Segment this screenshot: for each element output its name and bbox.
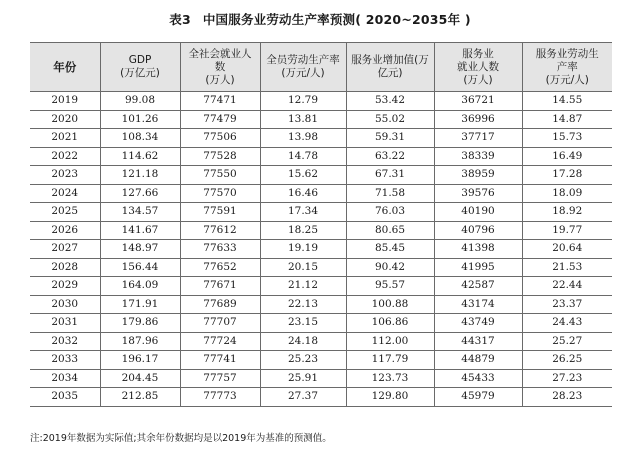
year-cell: 2034: [30, 369, 100, 388]
value-cell: 21.12: [260, 277, 346, 296]
value-cell: 22.44: [522, 277, 612, 296]
value-cell: 41398: [434, 240, 522, 259]
value-cell: 112.00: [346, 332, 434, 351]
value-cell: 90.42: [346, 258, 434, 277]
year-cell: 2031: [30, 314, 100, 333]
value-cell: 117.79: [346, 351, 434, 370]
value-cell: 14.78: [260, 147, 346, 166]
table-number: 表3: [169, 12, 191, 27]
header-line: (万亿元): [120, 67, 160, 79]
value-cell: 196.17: [100, 351, 180, 370]
value-cell: 148.97: [100, 240, 180, 259]
value-cell: 179.86: [100, 314, 180, 333]
value-cell: 85.45: [346, 240, 434, 259]
table-row: [30, 332, 612, 351]
value-cell: 76.03: [346, 203, 434, 222]
value-cell: 27.37: [260, 388, 346, 407]
value-cell: 43749: [434, 314, 522, 333]
value-cell: 20.64: [522, 240, 612, 259]
table-title-text: 中国服务业劳动生产率预测( 2020~2035年 ): [202, 12, 471, 27]
value-cell: 187.96: [100, 332, 180, 351]
value-cell: 100.88: [346, 295, 434, 314]
year-cell: 2022: [30, 147, 100, 166]
value-cell: 22.13: [260, 295, 346, 314]
column-header-total-employment: [180, 43, 260, 92]
value-cell: 77724: [180, 332, 260, 351]
value-cell: 101.26: [100, 110, 180, 129]
value-cell: 36996: [434, 110, 522, 129]
year-cell: 2027: [30, 240, 100, 259]
value-cell: 77570: [180, 184, 260, 203]
value-cell: 19.19: [260, 240, 346, 259]
value-cell: 37717: [434, 129, 522, 148]
value-cell: 23.15: [260, 314, 346, 333]
value-cell: 21.53: [522, 258, 612, 277]
value-cell: 80.65: [346, 221, 434, 240]
table-row: [30, 295, 612, 314]
value-cell: 63.22: [346, 147, 434, 166]
header-line: (万元/人): [281, 67, 325, 79]
value-cell: 67.31: [346, 166, 434, 185]
header-line: (万人): [205, 73, 235, 86]
value-cell: 39576: [434, 184, 522, 203]
year-cell: 2026: [30, 221, 100, 240]
value-cell: 59.31: [346, 129, 434, 148]
header-line: 数: [214, 60, 226, 73]
value-cell: 77528: [180, 147, 260, 166]
value-cell: 43174: [434, 295, 522, 314]
value-cell: 14.55: [522, 92, 612, 111]
value-cell: 99.08: [100, 92, 180, 111]
value-cell: 14.87: [522, 110, 612, 129]
value-cell: 77689: [180, 295, 260, 314]
value-cell: 77741: [180, 351, 260, 370]
value-cell: 45433: [434, 369, 522, 388]
year-cell: 2021: [30, 129, 100, 148]
value-cell: 12.79: [260, 92, 346, 111]
value-cell: 134.57: [100, 203, 180, 222]
year-cell: 2019: [30, 92, 100, 111]
table-title: [0, 12, 640, 28]
value-cell: 156.44: [100, 258, 180, 277]
table-row: [30, 203, 612, 222]
value-cell: 18.92: [522, 203, 612, 222]
value-cell: 77506: [180, 129, 260, 148]
table-row: [30, 184, 612, 203]
value-cell: 114.62: [100, 147, 180, 166]
value-cell: 20.15: [260, 258, 346, 277]
value-cell: 77707: [180, 314, 260, 333]
value-cell: 19.77: [522, 221, 612, 240]
table-row: [30, 221, 612, 240]
value-cell: 40796: [434, 221, 522, 240]
value-cell: 123.73: [346, 369, 434, 388]
value-cell: 38339: [434, 147, 522, 166]
value-cell: 77671: [180, 277, 260, 296]
year-cell: 2028: [30, 258, 100, 277]
value-cell: 77757: [180, 369, 260, 388]
value-cell: 45979: [434, 388, 522, 407]
value-cell: 44317: [434, 332, 522, 351]
value-cell: 25.23: [260, 351, 346, 370]
year-cell: 2032: [30, 332, 100, 351]
value-cell: 106.86: [346, 314, 434, 333]
table-row: [30, 129, 612, 148]
table-row: [30, 240, 612, 259]
header-line: (万元/人): [545, 73, 589, 86]
value-cell: 77773: [180, 388, 260, 407]
table-row: [30, 277, 612, 296]
value-cell: 77612: [180, 221, 260, 240]
value-cell: 77479: [180, 110, 260, 129]
value-cell: 71.58: [346, 184, 434, 203]
value-cell: 40190: [434, 203, 522, 222]
table-row: [30, 351, 612, 370]
header-line: 全员劳动生产率: [266, 54, 340, 66]
value-cell: 25.91: [260, 369, 346, 388]
value-cell: 171.91: [100, 295, 180, 314]
forecast-table: [30, 42, 612, 407]
value-cell: 24.18: [260, 332, 346, 351]
table-row: [30, 369, 612, 388]
header-line: 服务业劳动生: [535, 47, 599, 60]
value-cell: 38959: [434, 166, 522, 185]
table-row: [30, 388, 612, 407]
header-line: 全社会就业人: [188, 47, 252, 60]
year-cell: 2033: [30, 351, 100, 370]
header-line: 就业人数: [457, 60, 499, 73]
value-cell: 17.34: [260, 203, 346, 222]
value-cell: 95.57: [346, 277, 434, 296]
header-line: GDP: [128, 54, 152, 66]
header-line: 服务业: [462, 47, 494, 60]
column-header-services-value-added: [346, 43, 434, 92]
value-cell: 18.09: [522, 184, 612, 203]
column-header-overall-productivity: [260, 43, 346, 92]
year-cell: 2035: [30, 388, 100, 407]
value-cell: 26.25: [522, 351, 612, 370]
table-row: [30, 314, 612, 333]
value-cell: 77550: [180, 166, 260, 185]
column-header-services-employment: [434, 43, 522, 92]
value-cell: 55.02: [346, 110, 434, 129]
header-line: 年份: [53, 59, 77, 74]
value-cell: 204.45: [100, 369, 180, 388]
column-header-services-productivity: [522, 43, 612, 92]
value-cell: 23.37: [522, 295, 612, 314]
value-cell: 25.27: [522, 332, 612, 351]
year-cell: 2024: [30, 184, 100, 203]
value-cell: 108.34: [100, 129, 180, 148]
year-cell: 2030: [30, 295, 100, 314]
value-cell: 36721: [434, 92, 522, 111]
header-line: 服务业增加值(万: [351, 54, 429, 66]
value-cell: 13.81: [260, 110, 346, 129]
value-cell: 77471: [180, 92, 260, 111]
year-cell: 2025: [30, 203, 100, 222]
table-row: [30, 110, 612, 129]
table-header-row: [30, 43, 612, 92]
table-body: [30, 92, 612, 407]
table-footnote: 注:2019年数据为实际值;其余年份数据均是以2019年为基准的预测值。: [30, 433, 332, 444]
year-cell: 2029: [30, 277, 100, 296]
column-header-year: [30, 43, 100, 92]
table-row: [30, 147, 612, 166]
value-cell: 164.09: [100, 277, 180, 296]
value-cell: 212.85: [100, 388, 180, 407]
value-cell: 17.28: [522, 166, 612, 185]
value-cell: 16.46: [260, 184, 346, 203]
value-cell: 16.49: [522, 147, 612, 166]
value-cell: 15.62: [260, 166, 346, 185]
value-cell: 129.80: [346, 388, 434, 407]
table-row: [30, 92, 612, 111]
value-cell: 18.25: [260, 221, 346, 240]
value-cell: 15.73: [522, 129, 612, 148]
value-cell: 121.18: [100, 166, 180, 185]
header-line: 亿元): [377, 67, 403, 79]
table-row: [30, 258, 612, 277]
value-cell: 141.67: [100, 221, 180, 240]
header-line: (万人): [463, 73, 493, 86]
value-cell: 44879: [434, 351, 522, 370]
value-cell: 41995: [434, 258, 522, 277]
year-cell: 2023: [30, 166, 100, 185]
value-cell: 28.23: [522, 388, 612, 407]
value-cell: 24.43: [522, 314, 612, 333]
value-cell: 77652: [180, 258, 260, 277]
year-cell: 2020: [30, 110, 100, 129]
value-cell: 77633: [180, 240, 260, 259]
value-cell: 27.23: [522, 369, 612, 388]
value-cell: 77591: [180, 203, 260, 222]
value-cell: 127.66: [100, 184, 180, 203]
header-line: 产率: [556, 60, 578, 73]
value-cell: 53.42: [346, 92, 434, 111]
value-cell: 42587: [434, 277, 522, 296]
column-header-gdp: [100, 43, 180, 92]
value-cell: 13.98: [260, 129, 346, 148]
table-row: [30, 166, 612, 185]
